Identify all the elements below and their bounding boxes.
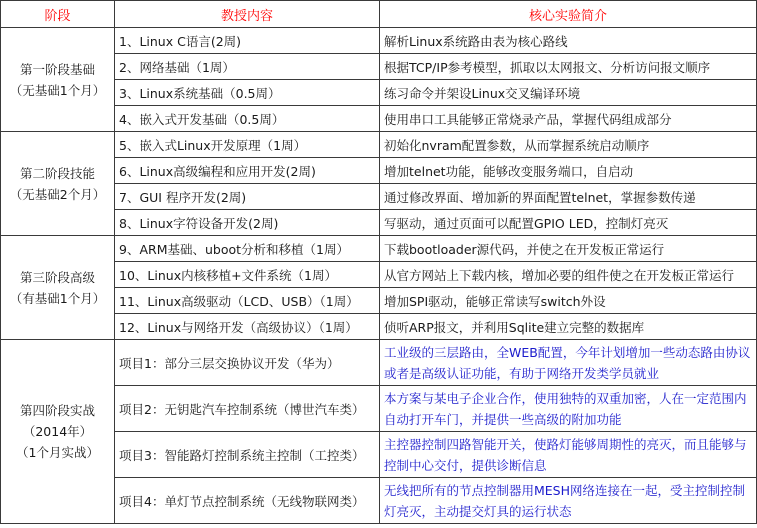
- lab-cell: 练习命令并架设Linux交叉编译环境: [380, 80, 757, 106]
- lab-cell: 通过修改界面、增加新的界面配置telnet，掌握参数传递: [380, 184, 757, 210]
- course-cell: 10、Linux内核移植+文件系统（1周）: [115, 262, 380, 288]
- phase-cell-4: [1, 340, 115, 524]
- lab-cell: 本方案与某电子企业合作，使用独特的双重加密，人在一定范围内自动打开车门，并提供一些高级的附加功能: [380, 386, 757, 432]
- course-cell: 项目3：智能路灯控制系统主控制（工控类）: [115, 432, 380, 478]
- phase-cell-3: [1, 236, 115, 340]
- phase-note: （无基础1个月）: [9, 82, 106, 98]
- phase-note: （无基础2个月）: [9, 186, 106, 202]
- table-row: [1, 132, 757, 158]
- lab-cell: 增加telnet功能，能够改变服务端口，自启动: [380, 158, 757, 184]
- header-row: [1, 1, 757, 28]
- course-cell: 2、网络基础（1周）: [115, 54, 380, 80]
- phase-title: 第一阶段基础: [19, 61, 95, 77]
- table-row: [1, 314, 757, 340]
- phase-cell-1: [1, 28, 115, 132]
- header-course: 教授内容: [115, 1, 380, 28]
- table-row: [1, 80, 757, 106]
- course-cell: 5、嵌入式Linux开发原理（1周）: [115, 132, 380, 158]
- lab-cell: 下载bootloader源代码，并使之在开发板正常运行: [380, 236, 757, 262]
- phase-title: 第二阶段技能: [19, 165, 95, 181]
- course-cell: 6、Linux高级编程和应用开发(2周): [115, 158, 380, 184]
- table-row: [1, 432, 757, 478]
- course-cell: 项目4：单灯节点控制系统（无线物联网类）: [115, 478, 380, 524]
- course-cell: 11、Linux高级驱动（LCD、USB）（1周）: [115, 288, 380, 314]
- table-row: [1, 106, 757, 132]
- table-row: [1, 28, 757, 54]
- table-row: [1, 158, 757, 184]
- course-cell: 3、Linux系统基础（0.5周）: [115, 80, 380, 106]
- lab-cell: 解析Linux系统路由表为核心路线: [380, 28, 757, 54]
- phase-title: 第四阶段实战: [19, 403, 95, 418]
- table-row: [1, 184, 757, 210]
- lab-cell: 使用串口工具能够正常烧录产品，掌握代码组成部分: [380, 106, 757, 132]
- course-cell: 8、Linux字符设备开发(2周): [115, 210, 380, 236]
- lab-cell: 工业级的三层路由，全WEB配置，今年计划增加一些动态路由协议或者是高级认证功能，有助于网络开发类学员就业: [380, 340, 757, 386]
- phase-note: （有基础1个月）: [9, 290, 106, 306]
- course-cell: 项目2：无钥匙汽车控制系统（博世汽车类）: [115, 386, 380, 432]
- lab-cell: 写驱动，通过页面可以配置GPIO LED，控制灯亮灭: [380, 210, 757, 236]
- table-row: [1, 288, 757, 314]
- phase-year: （2014年）: [22, 424, 93, 439]
- table-row: [1, 262, 757, 288]
- table-row: [1, 54, 757, 80]
- lab-cell: 初始化nvram配置参数，从而掌握系统启动顺序: [380, 132, 757, 158]
- table-row: [1, 340, 757, 386]
- table-row: [1, 386, 757, 432]
- lab-cell: 无线把所有的节点控制器用MESH网络连接在一起，受主控制控制灯亮灭，主动提交灯具的运行状态: [380, 478, 757, 524]
- course-cell: 7、GUI 程序开发(2周): [115, 184, 380, 210]
- header-lab: 核心实验简介: [380, 1, 757, 28]
- lab-cell: 增加SPI驱动，能够正常读写switch外设: [380, 288, 757, 314]
- table-row: [1, 210, 757, 236]
- course-cell: 项目1：部分三层交换协议开发（华为）: [115, 340, 380, 386]
- lab-cell: 从官方网站上下载内核，增加必要的组件使之在开发板正常运行: [380, 262, 757, 288]
- lab-cell: 主控器控制四路智能开关，使路灯能够周期性的亮灭，而且能够与控制中心交付，提供诊断信息: [380, 432, 757, 478]
- course-cell: 1、Linux C语言(2周): [115, 28, 380, 54]
- phase-title: 第三阶段高级: [19, 269, 95, 285]
- lab-cell: 根据TCP/IP参考模型，抓取以太网报文、分析访问报文顺序: [380, 54, 757, 80]
- course-cell: 12、Linux与网络开发（高级协议）（1周）: [115, 314, 380, 340]
- lab-cell: 侦听ARP报文，并利用Sqlite建立完整的数据库: [380, 314, 757, 340]
- course-cell: 4、嵌入式开发基础（0.5周）: [115, 106, 380, 132]
- course-cell: 9、ARM基础、uboot分析和移植（1周）: [115, 236, 380, 262]
- table-row: [1, 478, 757, 524]
- header-phase: 阶段: [1, 1, 115, 28]
- phase-note: （1个月实战）: [16, 445, 99, 460]
- phase-cell-2: [1, 132, 115, 236]
- table-row: [1, 236, 757, 262]
